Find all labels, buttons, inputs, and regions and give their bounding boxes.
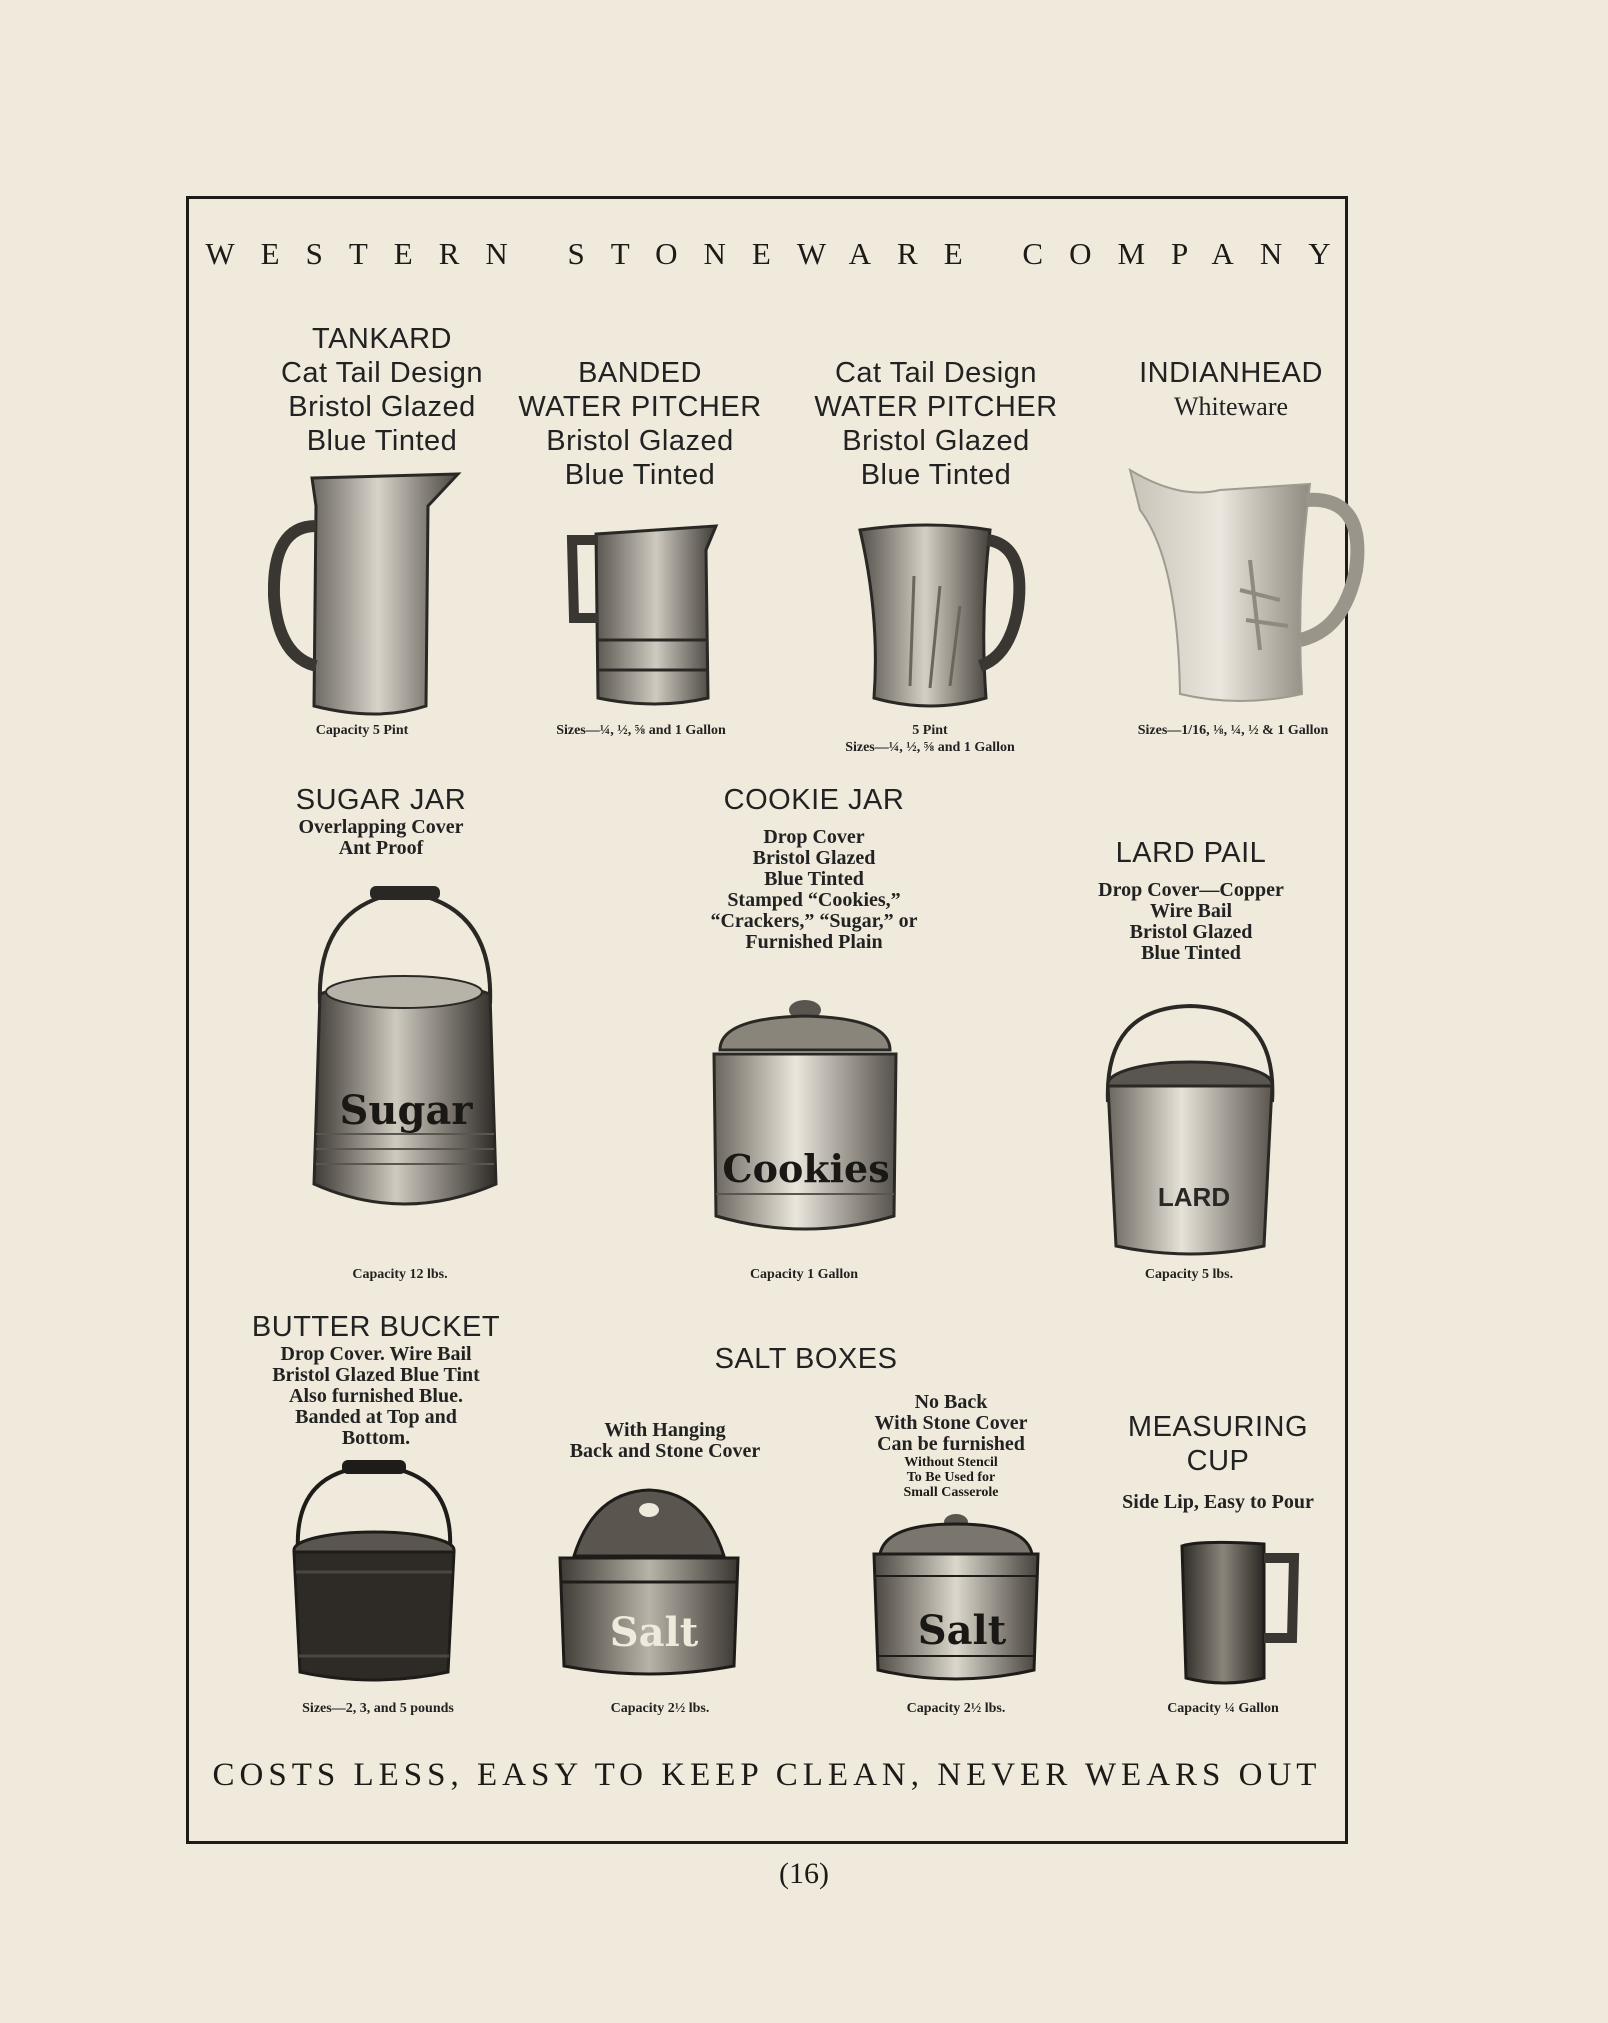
butter-bucket-image	[284, 1460, 464, 1690]
salt-hanging-line-2: Back and Stone Cover	[569, 1440, 761, 1462]
tankard-image	[268, 466, 468, 728]
banded-pitcher-title-2: WATER PITCHER	[518, 391, 762, 423]
lard-pail-caption: Capacity 5 lbs.	[1144, 1267, 1234, 1282]
tankard-line-1: Cat Tail Design	[280, 357, 483, 389]
indianhead-caption: Sizes—1/16, ⅛, ¼, ½ & 1 Gallon	[1137, 723, 1329, 738]
lard-pail-line-4: Blue Tinted	[1141, 942, 1241, 964]
salt-noback-small-1: Without Stencil	[904, 1455, 998, 1470]
salt-noback-text	[836, 1392, 1066, 1500]
cookie-jar-text	[664, 783, 964, 953]
lard-pail-line-2: Wire Bail	[1149, 900, 1233, 922]
indianhead-text	[1116, 356, 1346, 423]
sugar-jar-image	[300, 884, 510, 1244]
lard-pail-image	[1094, 1002, 1284, 1258]
salt-hanging-line-1: With Hanging	[604, 1419, 726, 1441]
footer-slogan: COSTS LESS, EASY TO KEEP CLEAN, NEVER WEARS OUT	[212, 1757, 1322, 1793]
indianhead-title: INDIANHEAD	[1139, 357, 1323, 389]
salt-hanging-text	[530, 1420, 800, 1462]
sugar-jar-title: SUGAR JAR	[295, 784, 467, 816]
tankard-text	[262, 322, 502, 458]
butter-bucket-caption: Sizes—2, 3, and 5 pounds	[302, 1701, 454, 1716]
cattail-pitcher-line-2: Blue Tinted	[860, 459, 1012, 491]
cookie-jar-title: COOKIE JAR	[723, 784, 905, 816]
indianhead-line-1: Whiteware	[1173, 392, 1289, 421]
cattail-pitcher-image	[850, 516, 1030, 716]
banded-pitcher-line-2: Blue Tinted	[564, 459, 716, 491]
butter-bucket-line-5: Bottom.	[341, 1427, 411, 1449]
measuring-cup-caption: Capacity ¼ Gallon	[1167, 1701, 1279, 1716]
cattail-pitcher-caption-1: 5 Pint	[912, 723, 948, 738]
lard-pail-label: LARD	[1157, 1182, 1231, 1212]
tankard-line-2: Bristol Glazed	[288, 391, 476, 423]
measuring-cup-image	[1180, 1538, 1300, 1688]
company-header: WESTERN STONEWARE COMPANY	[205, 236, 1357, 271]
salt-noback-caption: Capacity 2½ lbs.	[906, 1701, 1006, 1716]
banded-pitcher-image	[566, 520, 736, 710]
lard-pail-title: LARD PAIL	[1115, 837, 1267, 869]
cookie-jar-line-6: Furnished Plain	[745, 931, 883, 953]
butter-bucket-text	[236, 1310, 516, 1449]
cookie-jar-label: Cookies	[722, 1146, 890, 1191]
salt-boxes-title-block	[656, 1342, 956, 1376]
banded-pitcher-text	[500, 356, 780, 492]
salt-hanging-caption: Capacity 2½ lbs.	[610, 1701, 710, 1716]
banded-pitcher-title-1: BANDED	[578, 357, 702, 389]
measuring-cup-text	[1098, 1410, 1338, 1513]
banded-pitcher-caption: Sizes—¼, ½, ⅝ and 1 Gallon	[556, 723, 726, 738]
cattail-pitcher-title-1: Cat Tail Design	[834, 357, 1037, 389]
cookie-jar-caption: Capacity 1 Gallon	[749, 1267, 859, 1282]
tankard-caption: Capacity 5 Pint	[315, 723, 409, 738]
salt-boxes-title: SALT BOXES	[714, 1343, 898, 1375]
cattail-pitcher-text	[796, 356, 1076, 492]
cookie-jar-line-2: Bristol Glazed	[752, 847, 876, 869]
cattail-pitcher-title-2: WATER PITCHER	[814, 391, 1058, 423]
measuring-cup-line-1: Side Lip, Easy to Pour	[1122, 1491, 1314, 1513]
lard-pail-line-3: Bristol Glazed	[1129, 921, 1253, 943]
salt-hanging-image	[554, 1486, 744, 1682]
salt-noback-small-2: To Be Used for	[906, 1470, 996, 1485]
cookie-jar-line-3: Blue Tinted	[764, 868, 864, 890]
salt-noback-image	[866, 1510, 1046, 1690]
salt-noback-line-3: Can be furnished	[877, 1433, 1025, 1455]
salt-noback-small-3: Small Casserole	[903, 1485, 999, 1500]
page-number: (16)	[779, 1857, 829, 1890]
sugar-jar-label: Sugar	[339, 1087, 473, 1134]
cookie-jar-line-1: Drop Cover	[763, 826, 865, 848]
lard-pail-text	[1066, 836, 1316, 964]
salt-noback-line-2: With Stone Cover	[874, 1412, 1028, 1434]
cattail-pitcher-line-1: Bristol Glazed	[842, 425, 1030, 457]
tankard-line-3: Blue Tinted	[306, 425, 458, 457]
sugar-jar-text	[266, 783, 496, 859]
butter-bucket-line-1: Drop Cover. Wire Bail	[280, 1343, 472, 1365]
salt-hanging-label: Salt	[609, 1609, 699, 1656]
salt-noback-line-1: No Back	[914, 1391, 988, 1413]
butter-bucket-line-2: Bristol Glazed Blue Tint	[272, 1364, 480, 1386]
salt-noback-label: Salt	[917, 1607, 1007, 1654]
lard-pail-line-1: Drop Cover—Copper	[1098, 879, 1284, 901]
sugar-jar-caption: Capacity 12 lbs.	[352, 1267, 448, 1282]
cookie-jar-image	[700, 994, 910, 1244]
butter-bucket-title: BUTTER BUCKET	[251, 1311, 501, 1343]
measuring-cup-title-2: CUP	[1186, 1445, 1250, 1477]
sugar-jar-line-1: Overlapping Cover	[298, 816, 464, 838]
butter-bucket-line-3: Also furnished Blue.	[289, 1385, 463, 1407]
cattail-pitcher-caption-2: Sizes—¼, ½, ⅝ and 1 Gallon	[845, 740, 1015, 755]
banded-pitcher-line-1: Bristol Glazed	[546, 425, 734, 457]
cookie-jar-line-5: “Crackers,” “Sugar,” or	[710, 910, 918, 932]
measuring-cup-title-1: MEASURING	[1127, 1411, 1309, 1443]
sugar-jar-line-2: Ant Proof	[338, 837, 424, 859]
indianhead-image	[1120, 450, 1370, 710]
butter-bucket-line-4: Banded at Top and	[295, 1406, 457, 1428]
tankard-title: TANKARD	[312, 323, 452, 355]
cookie-jar-line-4: Stamped “Cookies,”	[727, 889, 901, 911]
